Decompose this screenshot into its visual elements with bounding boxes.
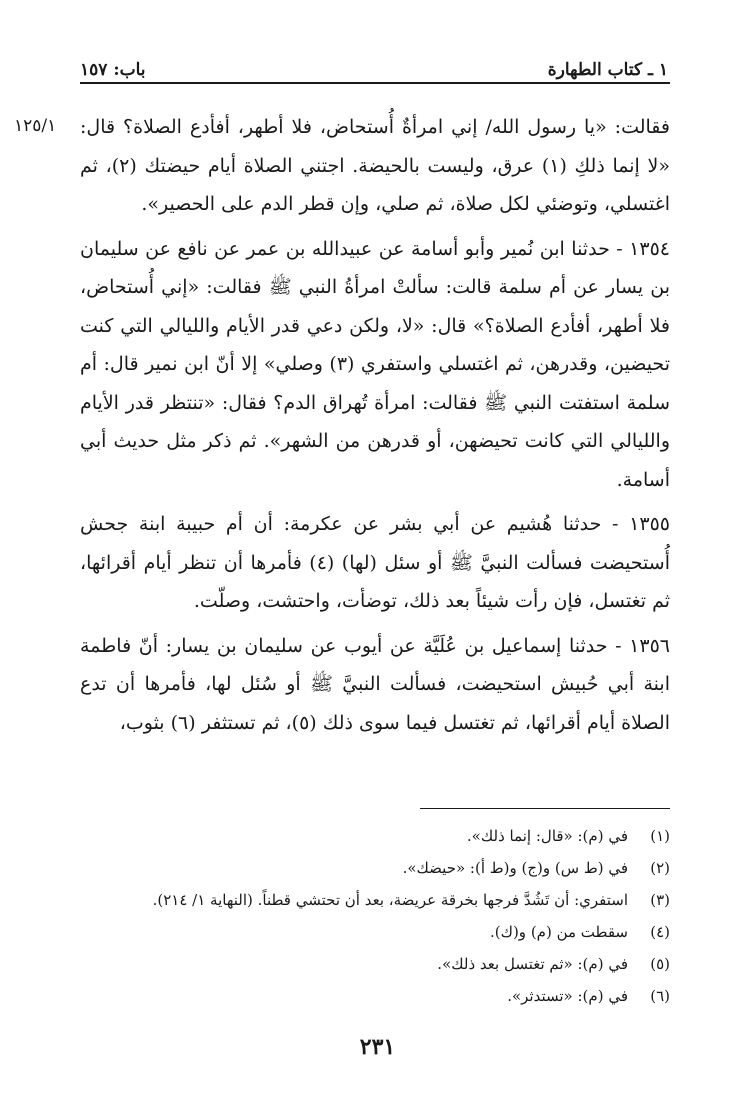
footnote-item	[80, 852, 670, 884]
footnotes-list	[80, 820, 670, 1012]
footnote-text: استفري: أن تَشُدَّ فرجها بخرقة عريضة، بعد أن تحتشي قطناً. (النهاية ١/ ٢١٤).	[152, 891, 628, 909]
footnote-item	[80, 820, 670, 852]
running-header	[80, 44, 668, 80]
margin-reference: ١٢٥/١	[14, 116, 57, 136]
paragraph-continuation: فقالت: «يا رسول الله/ إني امرأةٌ أُستحاض، فلا أطهر، أفأدع الصلاة؟ قال: «لا إنما ذلكِ (١) عرق، وليست بالحيضة. اجتني الصلاة أيام حيضتك (٢)، ثم اغتسلي، وتوضئي لكل صلاة، ثم صلي، وإن قطر الدم على الحصير».	[80, 116, 670, 215]
main-text	[80, 108, 670, 748]
footnote-text: في (م): «قال: إنما ذلك».	[466, 827, 628, 845]
footnote-number: (٤)	[650, 923, 670, 941]
footnote-number: (٣)	[650, 891, 670, 909]
footnote-number: (٦)	[650, 987, 670, 1005]
footnote-item	[80, 916, 670, 948]
footnote-text: سقطت من (م) و(ك).	[489, 923, 628, 941]
footnote-text: في (ط س) و(ج) و(ط أ): «حيضك».	[402, 859, 628, 877]
page-number: ٢٣١	[359, 1034, 396, 1060]
chapter-label: باب: ١٥٧	[80, 60, 146, 80]
footnote-number: (١)	[650, 827, 670, 845]
footnote-item	[80, 948, 670, 980]
hadith-1354: ١٣٥٤ - حدثنا ابن نُمير وأبو أسامة عن عبيدالله بن عمر عن نافع عن سليمان بن يسار عن أم سلمة قالت: سألتْ امرأةُ النبي ﷺ فقالت: «إني أُستحاض، فلا أطهر، أفأدع الصلاة؟» قال: «لا، ولكن دعي قدر الأيام والليالي التي كنت تحيضين، وقدرهن، ثم اغتسلي واستفري (٣) وصلي» إلا أنّ ابن نمير قال: أم سلمة استفتت النبي ﷺ فقالت: امرأة تُهراق الدم؟ فقال: «تنتظر قدر الأيام والليالي التي كانت تحيضهن، أو قدرهن من الشهر». ثم ذكر مثل حديث أبي أسامة.	[80, 237, 670, 491]
footnote-text: في (م): «تستدثر».	[507, 987, 628, 1005]
footnote-item	[80, 884, 670, 916]
hadith-1356: ١٣٥٦ - حدثنا إسماعيل بن عُلَيَّة عن أيوب عن سليمان بن يسار: أنّ فاطمة ابنة أبي حُبيش استحيضت، فسألت النبيَّ ﷺ أو سُئل لها، فأمرها أن تدع الصلاة أيام أقرائها، ثم تغتسل فيما سوى ذلك (٥)، ثم تستثفر (٦) بثوب،	[80, 634, 670, 734]
footnote-number: (٥)	[650, 955, 670, 973]
footnote-divider	[420, 808, 670, 809]
book-title: ١ ـ كتاب الطهارة	[547, 60, 668, 80]
footnote-item	[80, 980, 670, 1012]
footnote-number: (٢)	[650, 859, 670, 877]
header-divider	[80, 82, 670, 84]
hadith-1355: ١٣٥٥ - حدثنا هُشيم عن أبي بشر عن عكرمة: أن أم حبيبة ابنة جحش أُستحيضت فسألت النبيَّ ﷺ أو سئل (لها) (٤) فأمرها أن تنظر أيام أقرائها، ثم تغتسل، فإن رأت شيئاً بعد ذلك، توضأت، واحتشت، وصلّت.	[80, 513, 670, 612]
footnote-text: في (م): «ثم تغتسل بعد ذلك».	[437, 955, 628, 973]
